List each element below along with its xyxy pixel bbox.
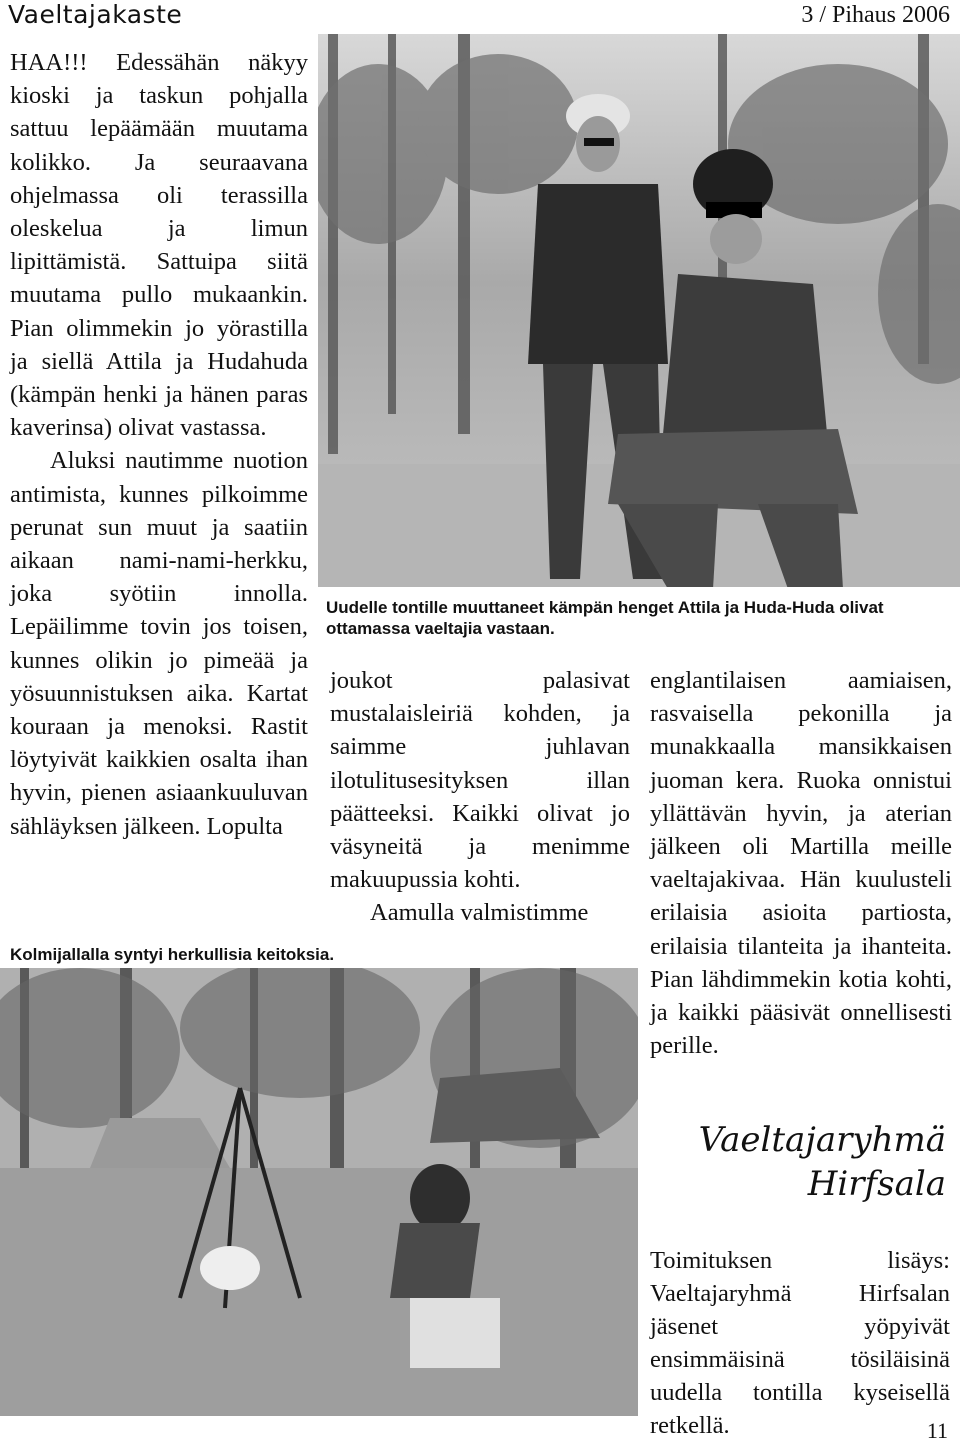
photo-top [318, 34, 960, 587]
paragraph: joukot palasivat mustalaisleiriä kohden, ja saimme juhlavan ilotulitusesityksen illan päätteeksi. Kaikki olivat jo väsyneitä ja menimme makuupussia kohti. [330, 667, 630, 894]
paragraph: Aamulla valmistimme [370, 899, 589, 927]
paragraph: Aluksi nautimme nuotion antimista, kunnes pilkoimme perunat sun muut ja saatiin aikaan nami-nami-herkku, joka syötiin innolla. Lepäilimme tovin jos toisen, kunnes olikin jo pimeää ja yösuunnistuksen aika. Kartat kouraan ja menoksi. Rastit löytyivät kaikkien osalta ihan hyvin, pienen asiaankuuluvan sähläyksen jälkeen. Lopulta [10, 447, 308, 840]
campfire-photo [0, 968, 638, 1416]
issue-label: 3 / Pihaus 2006 [801, 2, 950, 28]
signature-group: Vaeltajaryhmä [698, 1120, 946, 1160]
forest-spirits-photo [318, 34, 960, 587]
editor-note: Toimituksen lisäys: Vaeltajaryhmä Hirfsalan jäsenet yöpyivät ensimmäisinä tösiläisinä uudella tontilla kyseisellä retkellä. [650, 1247, 950, 1439]
signature-place: Hirfsala [807, 1164, 946, 1204]
photo-bottom-caption: Kolmijallalla syntyi herkullisia keitoksia. [10, 945, 335, 964]
paragraph: HAA!!! Edessähän näkyy kioski ja taskun pohjalla sattuu lepäämään muutama kolikko. Ja seuraavana ohjelmassa oli terassilla oleskelua ja limun lipittämistä. Sattuipa siitä muutama pullo mukaankin. Pian olimmekin jo yörastilla ja siellä Attila ja Hudahuda (kämpän henki ja hänen paras kaverinsa) olivat vastassa. [10, 49, 308, 442]
column-right [650, 664, 952, 1062]
paragraph: englantilaisen aamiaisen, rasvaisella pekonilla ja munakkaalla mansikkaisen juoman kera. Ruoka onnistui yllättävän hyvin, ja aterian jälkeen oli Martilla meille vaeltajakivaa. Hän kuulusteli erilaisia asioita partiosta, erilaisia tilanteita ja ihanteita. Pian lähdimmekin kotia kohti, ja kaikki pääsivät onnellisesti perille. [650, 667, 952, 1060]
page-number: 11 [926, 1418, 948, 1443]
signature [646, 1118, 946, 1206]
photo-top-caption: Uudelle tontille muuttaneet kämpän henget Attila ja Huda-Huda olivat ottamassa vaeltajia vastaan. [326, 598, 884, 638]
section-title: Vaeltajakaste [8, 0, 183, 29]
photo-bottom [0, 968, 638, 1416]
column-left [10, 46, 308, 843]
column-middle [330, 664, 630, 930]
